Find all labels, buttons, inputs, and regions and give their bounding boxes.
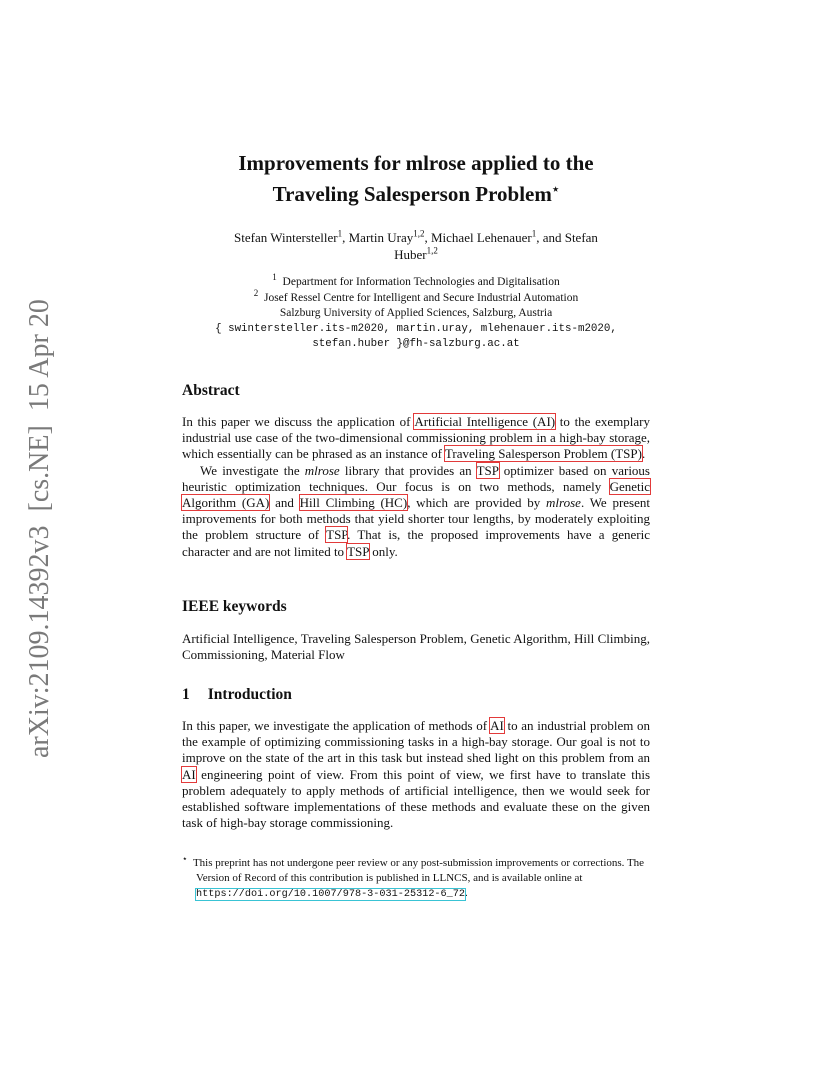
text-run: to the exemplary industrial use case of the two-dimensional commissioning problem in a high-bay storage, which essentially can be phrased as an instance of [182,414,650,462]
keywords-text: Artificial Intelligence, Traveling Salesperson Problem, Genetic Algorithm, Hill Climbing, Commissioning, Material Flow [182,631,650,663]
affiliations [182,272,650,353]
link-tsp[interactable]: TSP [326,527,348,543]
author-list [182,229,650,263]
affiliation-2-text: Josef Ressel Centre for Intelligent and Secure Industrial Automation [263,291,579,304]
affiliation-1-number: 1 [272,272,277,283]
arxiv-stamp-text: arXiv:2109.14392v3 [cs.NE] 15 Apr 2024 [24,300,55,758]
author-4-first: Stefan [564,230,598,245]
affiliation-1-text: Department for Information Technologies and Digitalisation [282,276,560,288]
author-sep: , [342,230,349,245]
author-3-affil[interactable]: 1 [531,228,537,239]
text-run: In this paper we discuss the application of [182,414,415,429]
text-run: and [269,495,300,511]
text-run: engineering point of view. From this point of view, we first have to translate this problem adequately to apply methods of artificial intelligence, then we would seek for established software implementations of these methods and evaluate these on the given task of high-bay storage commissioning. [182,766,650,831]
affiliation-1 [182,272,650,291]
title-line-1: Improvements for mlrose applied to the [238,151,594,175]
author-1-affil[interactable]: 1 [337,228,343,239]
link-ai[interactable]: AI [182,766,196,782]
text-run: . We present improvements for both methods that yield shorter tour lengths, by moderately exploiting the problem structure of [182,495,650,543]
text-run: optimizer based on various heuristic optimization techniques. Our focus is on two methods, namely [182,462,650,494]
text-run: . [641,446,646,462]
text-run: In this paper, we investigate the application of methods of [182,718,491,733]
arxiv-side-stamp [4,300,64,760]
footnote-marker: ⋆ [182,853,188,864]
abstract-paragraph-2 [182,463,650,560]
title-line-2-text: Traveling Salesperson Problem [272,182,552,206]
introduction-heading [182,686,292,704]
footnote [182,853,650,902]
doi-link[interactable]: https://doi.org/10.1007/978-3-031-25312-6_72 [196,889,465,900]
introduction-body [182,718,650,831]
text-run: library that provides an [339,462,477,478]
paper-title [182,150,650,207]
link-tsp-full[interactable]: Traveling Salesperson Problem (TSP) [444,446,642,462]
author-3: Michael Lehenauer [430,230,532,245]
affiliation-2-number: 2 [253,287,259,298]
keywords-heading: IEEE keywords [182,598,287,615]
author-4-affil[interactable]: 1,2 [426,245,438,256]
section-number: 1 [182,686,190,703]
text-run: . That is, the proposed improvements have a generic character and are not limited to [182,527,650,559]
link-ga[interactable]: Genetic Algorithm (GA) [182,478,650,511]
footnote-body [182,853,650,902]
author-2-affil[interactable]: 1,2 [413,228,425,239]
footnote-text: This preprint has not undergone peer review or any post-submission improvements or corrections. The Version of Record of this contribution is published in LLNCS, and is available online at [192,857,645,884]
text-run: We investigate the [200,462,305,478]
introduction-paragraph-1 [182,718,650,831]
emails-line-2[interactable]: stefan.huber }@fh-salzburg.ac.at [312,338,520,350]
abstract-paragraph-1 [182,414,650,463]
mlrose-term: mlrose [304,462,340,478]
link-tsp[interactable]: TSP [476,462,499,478]
author-1: Stefan Wintersteller [234,230,338,245]
link-ai[interactable]: AI [490,718,504,733]
university: Salzburg University of Applied Sciences, Salzburg, Austria [279,307,553,319]
affiliation-2 [182,287,650,307]
link-ai[interactable]: Artificial Intelligence (AI) [414,414,556,429]
emails-line-1[interactable]: { swintersteller.its-m2020, martin.uray, mlehenauer.its-m2020, [215,322,617,335]
author-4-last: Huber [394,247,427,262]
text-run: only. [369,543,398,559]
author-and: , and [536,230,565,245]
section-title: Introduction [207,686,292,703]
title-line-2 [182,176,650,207]
abstract-body [182,414,650,560]
author-2: Martin Uray [348,230,414,245]
text-run: , which are provided by [407,495,547,511]
link-tsp[interactable]: TSP [347,543,369,559]
mlrose-term: mlrose [546,495,581,511]
author-sep: , [424,230,431,245]
footnote-end: . [465,887,468,899]
text-run: to an industrial problem on the example of optimizing commissioning tasks in a high-bay storage. Our goal is not to improve on the state of the art in this task but instead shed light on this problem from an [182,718,651,766]
title-footnote-marker[interactable]: ⋆ [551,182,560,196]
abstract-heading: Abstract [182,382,240,399]
link-hc[interactable]: Hill Climbing (HC) [299,495,408,511]
